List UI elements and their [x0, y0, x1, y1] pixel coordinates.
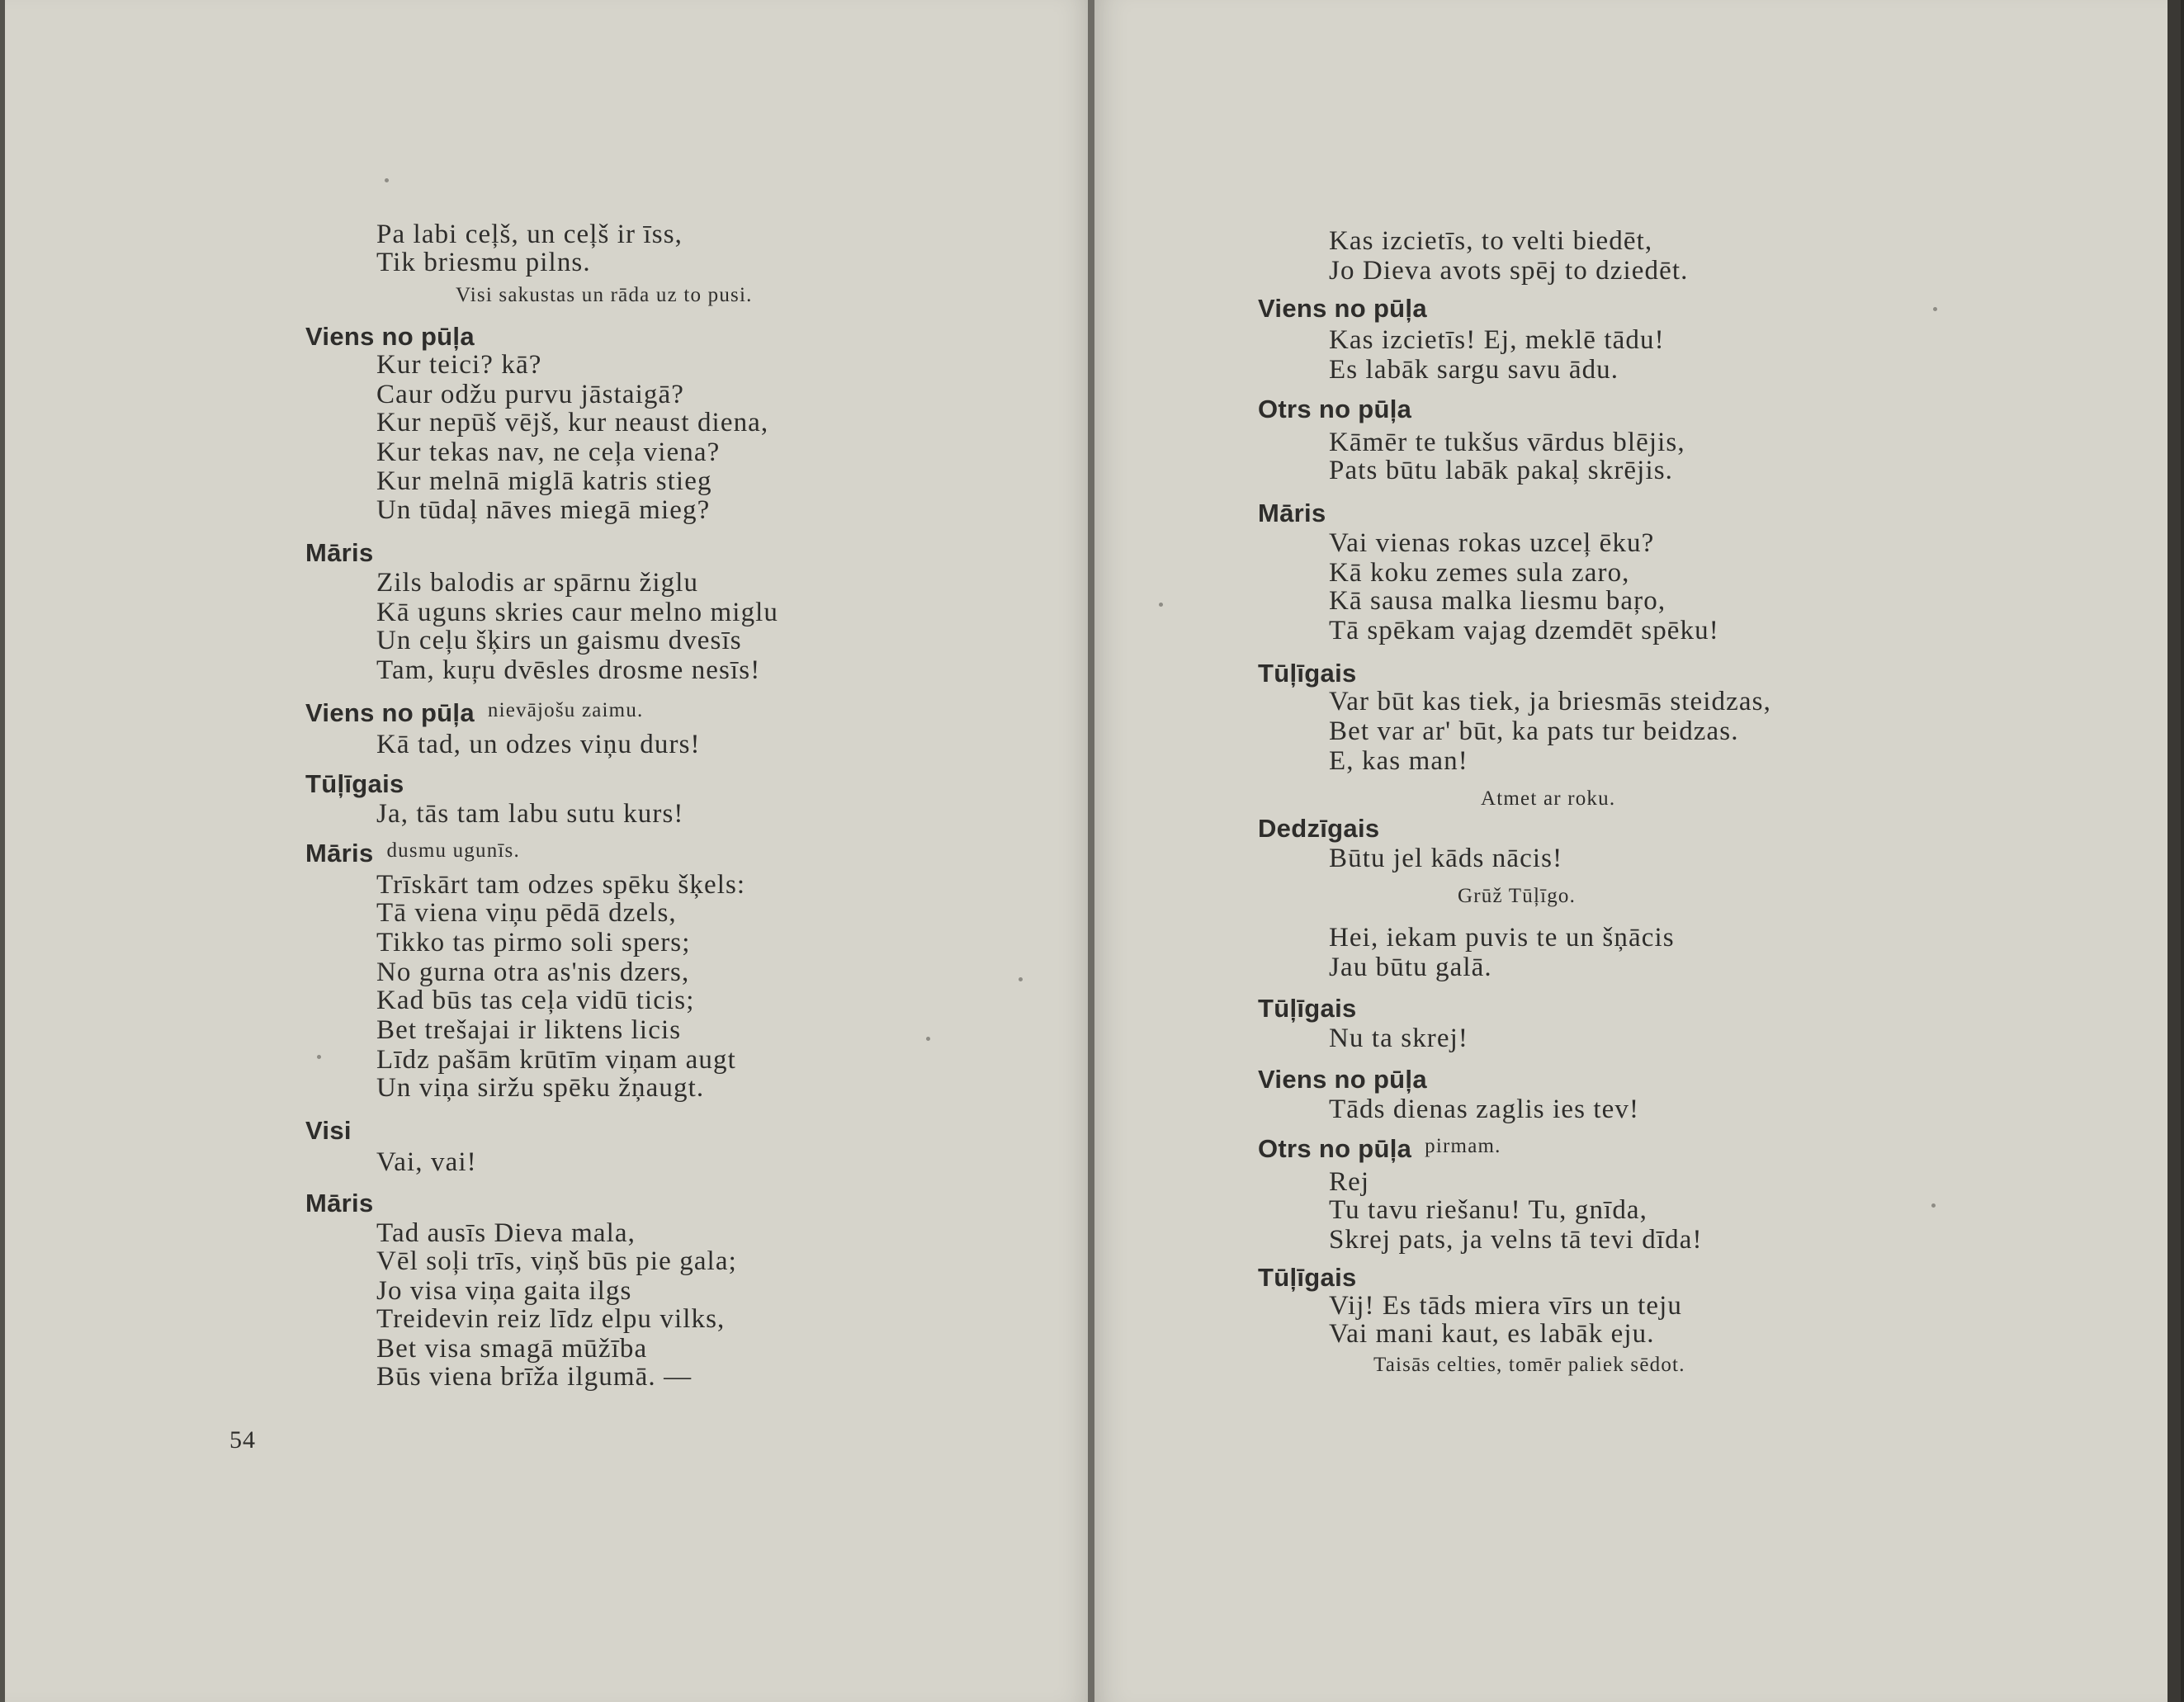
- line-text: Zils balodis ar spārnu žiglu: [376, 568, 699, 598]
- line-text: Kā tad, un odzes viņu durs!: [376, 730, 701, 759]
- verse-line: [376, 730, 701, 759]
- line-text: Vai vienas rokas uzceļ ēku?: [1329, 528, 1655, 558]
- verse-line: [376, 870, 745, 900]
- line-text: Kur nepūš vējš, kur neaust diena,: [376, 408, 769, 437]
- speaker-name: [305, 538, 373, 568]
- speaker-name: [305, 1189, 373, 1218]
- speaker-name: [305, 839, 520, 871]
- stage-direction: [1373, 1350, 1685, 1380]
- verse-line: [1329, 558, 1630, 588]
- line-text: Otrs no pūļa: [1258, 1134, 1412, 1163]
- verse-line: [376, 437, 720, 467]
- line-text: Dedzīgais: [1258, 814, 1380, 843]
- line-text: Tāds dienas zaglis ies tev!: [1329, 1094, 1640, 1124]
- verse-line: [1329, 1225, 1703, 1255]
- paper-speck: [1931, 1203, 1936, 1208]
- line-text: Jo visa viņa gaita ilgs: [376, 1276, 632, 1306]
- line-text: Kāmēr te tukšus vārdus blējis,: [1329, 428, 1685, 457]
- line-text: Tūļīgais: [305, 769, 404, 798]
- verse-line: [1329, 428, 1685, 457]
- line-text: Līdz pašām krūtīm viņam augt: [376, 1045, 736, 1075]
- verse-line: [1329, 716, 1739, 746]
- line-text: Viens no pūļa: [305, 322, 475, 351]
- line-text: Var būt kas tiek, ja briesmās steidzas,: [1329, 687, 1771, 716]
- verse-line: [1329, 1319, 1655, 1349]
- verse-line: [1329, 1024, 1468, 1053]
- line-text: Kas izcietīs! Ej, meklē tādu!: [1329, 325, 1665, 355]
- line-text: Tūļīgais: [1258, 994, 1357, 1023]
- line-text: Kur teici? kā?: [376, 350, 542, 380]
- speaker-name: [1258, 294, 1427, 324]
- verse-line: [1329, 1094, 1639, 1124]
- line-text: Skrej pats, ja velns tā tevi dīda!: [1329, 1225, 1703, 1255]
- line-text: Pats būtu labāk pakaļ skrējis.: [1329, 456, 1674, 485]
- verse-line: [376, 898, 677, 928]
- line-text: Jau būtu galā.: [1329, 953, 1492, 982]
- verse-line: [1329, 844, 1562, 873]
- inline-stage-direction: pirmam.: [1425, 1135, 1501, 1157]
- verse-line: [1329, 528, 1654, 558]
- line-text: Ja, tās tam labu sutu kurs!: [376, 799, 684, 829]
- line-text: Trīskārt tam odzes spēku šķels:: [376, 870, 746, 900]
- line-text: Jo Dieva avots spēj to dziedēt.: [1329, 256, 1689, 286]
- verse-line: [1329, 1195, 1647, 1225]
- speaker-name: [305, 698, 643, 730]
- paper-speck: [926, 1037, 930, 1041]
- line-text: Caur odžu purvu jāstaigā?: [376, 380, 684, 409]
- line-text: Viens no pūļa: [1258, 294, 1427, 323]
- paper-speck: [1933, 307, 1937, 311]
- verse-line: [1329, 355, 1619, 385]
- paper-speck: [1159, 603, 1163, 607]
- speaker-name: [1258, 499, 1326, 528]
- verse-line: [376, 350, 541, 380]
- line-text: Nu ta skrej!: [1329, 1024, 1468, 1053]
- line-text: Vai, vai!: [376, 1147, 477, 1177]
- line-text: Visi sakustas un rāda uz to pusi.: [456, 284, 753, 306]
- verse-line: [376, 380, 684, 409]
- line-text: Tik briesmu pilns.: [376, 248, 591, 277]
- verse-line: [1329, 746, 1468, 776]
- line-text: Tā spēkam vajag dzemdēt spēku!: [1329, 616, 1719, 645]
- verse-line: [1329, 586, 1666, 616]
- verse-line: [376, 568, 698, 598]
- verse-line: [1329, 226, 1652, 256]
- line-text: No gurna otra as'nis dzers,: [376, 957, 690, 987]
- verse-line: [376, 598, 778, 627]
- verse-line: [1329, 1167, 1369, 1197]
- line-text: Un viņa siržu spēku žņaugt.: [376, 1073, 705, 1103]
- verse-line: [1329, 953, 1492, 982]
- speaker-name: [1258, 1065, 1427, 1094]
- speaker-name: [305, 322, 475, 352]
- stage-direction: [456, 281, 753, 310]
- verse-line: [376, 1045, 736, 1075]
- line-text: E, kas man!: [1329, 746, 1468, 776]
- verse-line: [1329, 1291, 1682, 1321]
- line-text: Un ceļu šķirs un gaismu dvesīs: [376, 626, 742, 655]
- book-gutter: [1088, 0, 1094, 1702]
- verse-line: [376, 495, 710, 525]
- verse-line: [376, 1246, 737, 1276]
- line-text: Rej: [1329, 1167, 1370, 1197]
- verse-line: [376, 1218, 636, 1248]
- line-text: Tikko tas pirmo soli spers;: [376, 928, 691, 957]
- verse-line: [376, 1276, 631, 1306]
- line-text: Es labāk sargu savu ādu.: [1329, 355, 1619, 385]
- line-text: Vij! Es tāds miera vīrs un teju: [1329, 1291, 1683, 1321]
- line-text: Bet var ar' būt, ka pats tur beidzas.: [1329, 716, 1739, 746]
- stage-direction: [1458, 882, 1576, 911]
- verse-line: [1329, 616, 1719, 645]
- line-text: Viens no pūļa: [1258, 1065, 1427, 1094]
- line-text: Pa labi ceļš, un ceļš ir īss,: [376, 220, 683, 249]
- speaker-name: [1258, 1134, 1501, 1166]
- verse-line: [1329, 923, 1675, 953]
- line-text: Treidevin reiz līdz elpu vilks,: [376, 1304, 726, 1334]
- verse-line: [376, 957, 689, 987]
- speaker-name: [1258, 395, 1411, 424]
- line-text: Kas izcietīs, to velti biedēt,: [1329, 226, 1653, 256]
- line-text: Tūļīgais: [1258, 659, 1357, 688]
- line-text: Kā uguns skries caur melno miglu: [376, 598, 779, 627]
- line-text: Māris: [305, 1189, 374, 1217]
- line-text: Māris: [1258, 499, 1326, 527]
- verse-line: [376, 220, 683, 249]
- line-text: Bet visa smagā mūžība: [376, 1334, 648, 1364]
- verse-line: [1329, 687, 1771, 716]
- verse-line: [376, 986, 694, 1015]
- paper-speck: [385, 178, 389, 182]
- verse-line: [376, 799, 683, 829]
- line-text: Un tūdaļ nāves miegā mieg?: [376, 495, 711, 525]
- line-text: Kur tekas nav, ne ceļa viena?: [376, 437, 721, 467]
- verse-line: [376, 928, 691, 957]
- verse-line: [1329, 325, 1665, 355]
- verse-line: [376, 466, 712, 496]
- paper-speck: [1019, 977, 1023, 981]
- line-text: Kā koku zemes sula zaro,: [1329, 558, 1630, 588]
- line-text: Māris: [305, 839, 374, 868]
- verse-line: [376, 655, 760, 685]
- line-text: Taisās celties, tomēr paliek sēdot.: [1373, 1354, 1685, 1376]
- line-text: Būtu jel kāds nācis!: [1329, 844, 1563, 873]
- line-text: Vai mani kaut, es labāk eju.: [1329, 1319, 1655, 1349]
- stage-direction: [1481, 784, 1615, 814]
- line-text: Grūž Tūļīgo.: [1458, 885, 1577, 907]
- page-number: 54: [229, 1426, 256, 1454]
- verse-line: [376, 248, 591, 277]
- speaker-name: [1258, 994, 1357, 1024]
- verse-line: [376, 1015, 681, 1045]
- line-text: Tam, kuŗu dvēsles drosme nesīs!: [376, 655, 761, 685]
- right-page: [1094, 0, 2181, 1702]
- inline-stage-direction: nievājošu zaimu.: [487, 699, 644, 721]
- line-text: Hei, iekam puvis te un šņācis: [1329, 923, 1675, 953]
- line-text: Māris: [305, 538, 374, 567]
- speaker-name: [305, 1116, 352, 1146]
- line-text: Tūļīgais: [1258, 1263, 1357, 1292]
- line-text: Atmet ar roku.: [1481, 787, 1616, 810]
- line-text: Vēl soļi trīs, viņš būs pie gala;: [376, 1246, 737, 1276]
- speaker-name: [1258, 814, 1379, 844]
- line-text: Kā sausa malka liesmu baŗo,: [1329, 586, 1666, 616]
- paper-speck: [317, 1055, 321, 1059]
- verse-line: [1329, 256, 1689, 286]
- inline-stage-direction: dusmu ugunīs.: [386, 839, 520, 862]
- verse-line: [376, 1147, 477, 1177]
- verse-line: [376, 1304, 725, 1334]
- line-text: Kur melnā miglā katris stieg: [376, 466, 712, 496]
- speaker-name: [305, 769, 404, 799]
- verse-line: [1329, 456, 1673, 485]
- verse-line: [376, 1334, 647, 1364]
- line-text: Otrs no pūļa: [1258, 395, 1412, 423]
- speaker-name: [1258, 659, 1357, 688]
- line-text: Viens no pūļa: [305, 698, 475, 727]
- line-text: Būs viena brīža ilgumā. —: [376, 1362, 693, 1392]
- verse-line: [376, 408, 768, 437]
- line-text: Tad ausīs Dieva mala,: [376, 1218, 636, 1248]
- verse-line: [376, 1362, 692, 1392]
- verse-line: [376, 1073, 704, 1103]
- line-text: Tā viena viņu pēdā dzels,: [376, 898, 677, 928]
- verse-line: [376, 626, 742, 655]
- line-text: Kad būs tas ceļa vidū ticis;: [376, 986, 695, 1015]
- line-text: Tu tavu riešanu! Tu, gnīda,: [1329, 1195, 1648, 1225]
- line-text: Bet trešajai ir liktens licis: [376, 1015, 682, 1045]
- speaker-name: [1258, 1263, 1357, 1293]
- line-text: Visi: [305, 1116, 352, 1145]
